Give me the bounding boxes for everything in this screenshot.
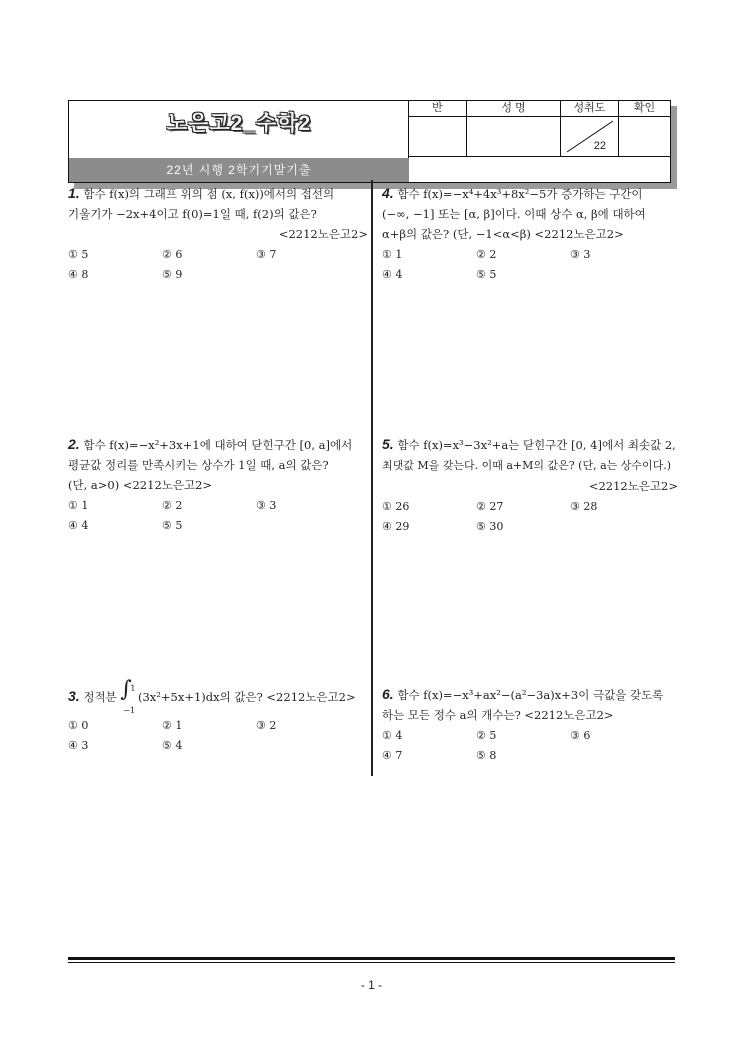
score-total: 22 — [593, 140, 606, 152]
footer-rule — [68, 957, 675, 960]
question-text: 최댓값 M을 갖는다. 이때 a+M의 값은? (단, a는 상수이다.) — [382, 459, 672, 472]
question-3 — [68, 677, 368, 756]
choice-4[interactable]: ④ 4 — [382, 268, 403, 281]
source-ref: <2212노은고2> — [534, 227, 624, 241]
choice-2[interactable]: ② 1 — [162, 719, 183, 732]
integral-lower: −1 — [123, 706, 136, 715]
source-ref: <2212노은고2> — [588, 479, 678, 493]
choice-list — [382, 497, 678, 537]
col-check-header: 확인 — [619, 101, 670, 117]
question-5 — [382, 434, 678, 537]
question-text: 함수 f(x)=−x³+ax²−(a²−3a)x+3이 극값을 갖도록 — [397, 688, 664, 702]
choice-1[interactable]: ① 0 — [68, 719, 89, 732]
choice-list — [382, 245, 682, 285]
question-text: (단, a>0) — [68, 478, 120, 492]
choice-1[interactable]: ① 1 — [382, 248, 403, 261]
choice-list — [68, 245, 368, 285]
question-2 — [68, 434, 368, 536]
info-table — [409, 101, 670, 182]
question-6 — [382, 684, 682, 766]
question-number: 3. — [68, 688, 80, 704]
question-text: 함수 f(x)=−x⁴+4x³+8x²−5가 증가하는 구간이 — [397, 187, 643, 201]
choice-2[interactable]: ② 2 — [476, 248, 497, 261]
question-text: α+β의 값은? (단, −1<α<β) — [382, 227, 531, 241]
question-text: 하는 모든 정수 a의 개수는? — [382, 708, 521, 722]
source-ref: <2212노은고2> — [122, 478, 213, 492]
source-ref: <2212노은고2> — [524, 708, 614, 722]
page-title: 노은고2_수학2 — [166, 112, 312, 135]
choice-3[interactable]: ③ 28 — [570, 500, 598, 513]
choice-2[interactable]: ② 6 — [162, 248, 183, 261]
question-text: 정적분 — [83, 690, 117, 704]
choice-1[interactable]: ① 5 — [68, 248, 89, 261]
question-text: 함수 f(x)=−x²+3x+1에 대하여 닫힌구간 [0, a]에서 — [83, 438, 353, 452]
integral-sign: ∫ 1 −1 — [120, 688, 134, 708]
choice-list — [68, 716, 368, 756]
question-number: 2. — [68, 436, 80, 452]
choice-3[interactable]: ③ 3 — [570, 248, 591, 261]
choice-2[interactable]: ② 27 — [476, 500, 504, 513]
choice-list — [68, 496, 368, 536]
integral-upper: 1 — [130, 684, 136, 693]
choice-3[interactable]: ③ 6 — [570, 729, 591, 742]
choice-2[interactable]: ② 2 — [162, 499, 183, 512]
column-divider — [371, 180, 373, 776]
col-class-header: 반 — [409, 101, 467, 117]
choice-5[interactable]: ⑤ 9 — [162, 268, 183, 281]
choice-4[interactable]: ④ 29 — [382, 520, 410, 533]
choice-5[interactable]: ⑤ 30 — [476, 520, 504, 533]
col-name-header: 성 명 — [467, 101, 561, 117]
choice-3[interactable]: ③ 3 — [256, 499, 277, 512]
choice-5[interactable]: ⑤ 5 — [476, 268, 497, 281]
choice-1[interactable]: ① 26 — [382, 500, 410, 513]
choice-3[interactable]: ③ 7 — [256, 248, 277, 261]
question-text: (−∞, −1] 또는 [α, β]이다. 이때 상수 α, β에 대하여 — [382, 207, 646, 221]
question-text: 함수 f(x)의 그래프 위의 점 (x, f(x))에서의 접선의 — [83, 187, 335, 201]
choice-1[interactable]: ① 1 — [68, 499, 89, 512]
page-subtitle: 22년 시행 2학기기말기출 — [69, 158, 409, 182]
choice-4[interactable]: ④ 8 — [68, 268, 89, 281]
question-number: 1. — [68, 185, 80, 201]
question-1 — [68, 183, 368, 285]
source-ref: <2212노은고2> — [266, 690, 356, 704]
question-4 — [382, 183, 682, 285]
question-text: 평균값 정리를 만족시키는 상수가 1일 때, a의 값은? — [68, 458, 329, 472]
score-field[interactable] — [561, 117, 619, 157]
choice-4[interactable]: ④ 3 — [68, 739, 89, 752]
class-field[interactable] — [409, 117, 467, 157]
choice-4[interactable]: ④ 7 — [382, 749, 403, 762]
choice-4[interactable]: ④ 4 — [68, 519, 89, 532]
choice-2[interactable]: ② 5 — [476, 729, 497, 742]
score-slash — [561, 117, 619, 156]
question-number: 4. — [382, 185, 394, 201]
choice-3[interactable]: ③ 2 — [256, 719, 277, 732]
question-number: 5. — [382, 436, 394, 452]
source-ref: <2212노은고2> — [278, 227, 368, 241]
choice-list — [382, 726, 682, 766]
header-title-block — [69, 101, 409, 182]
question-text: 기울기가 −2x+4이고 f(0)=1일 때, f(2)의 값은? — [68, 207, 317, 221]
question-number: 6. — [382, 686, 394, 702]
choice-5[interactable]: ⑤ 8 — [476, 749, 497, 762]
question-text: (3x²+5x+1)dx의 값은? — [137, 690, 263, 704]
check-field[interactable] — [619, 117, 670, 157]
page-number: - 1 - — [360, 978, 383, 992]
exam-header — [68, 100, 671, 183]
col-score-header: 성취도 — [561, 101, 619, 117]
choice-5[interactable]: ⑤ 5 — [162, 519, 183, 532]
question-text: 함수 f(x)=x³−3x²+a는 닫힌구간 [0, 4]에서 최솟값 2, — [397, 438, 676, 452]
choice-1[interactable]: ① 4 — [382, 729, 403, 742]
choice-5[interactable]: ⑤ 4 — [162, 739, 183, 752]
name-field[interactable] — [467, 117, 561, 157]
footer-rule-thin — [68, 962, 675, 963]
